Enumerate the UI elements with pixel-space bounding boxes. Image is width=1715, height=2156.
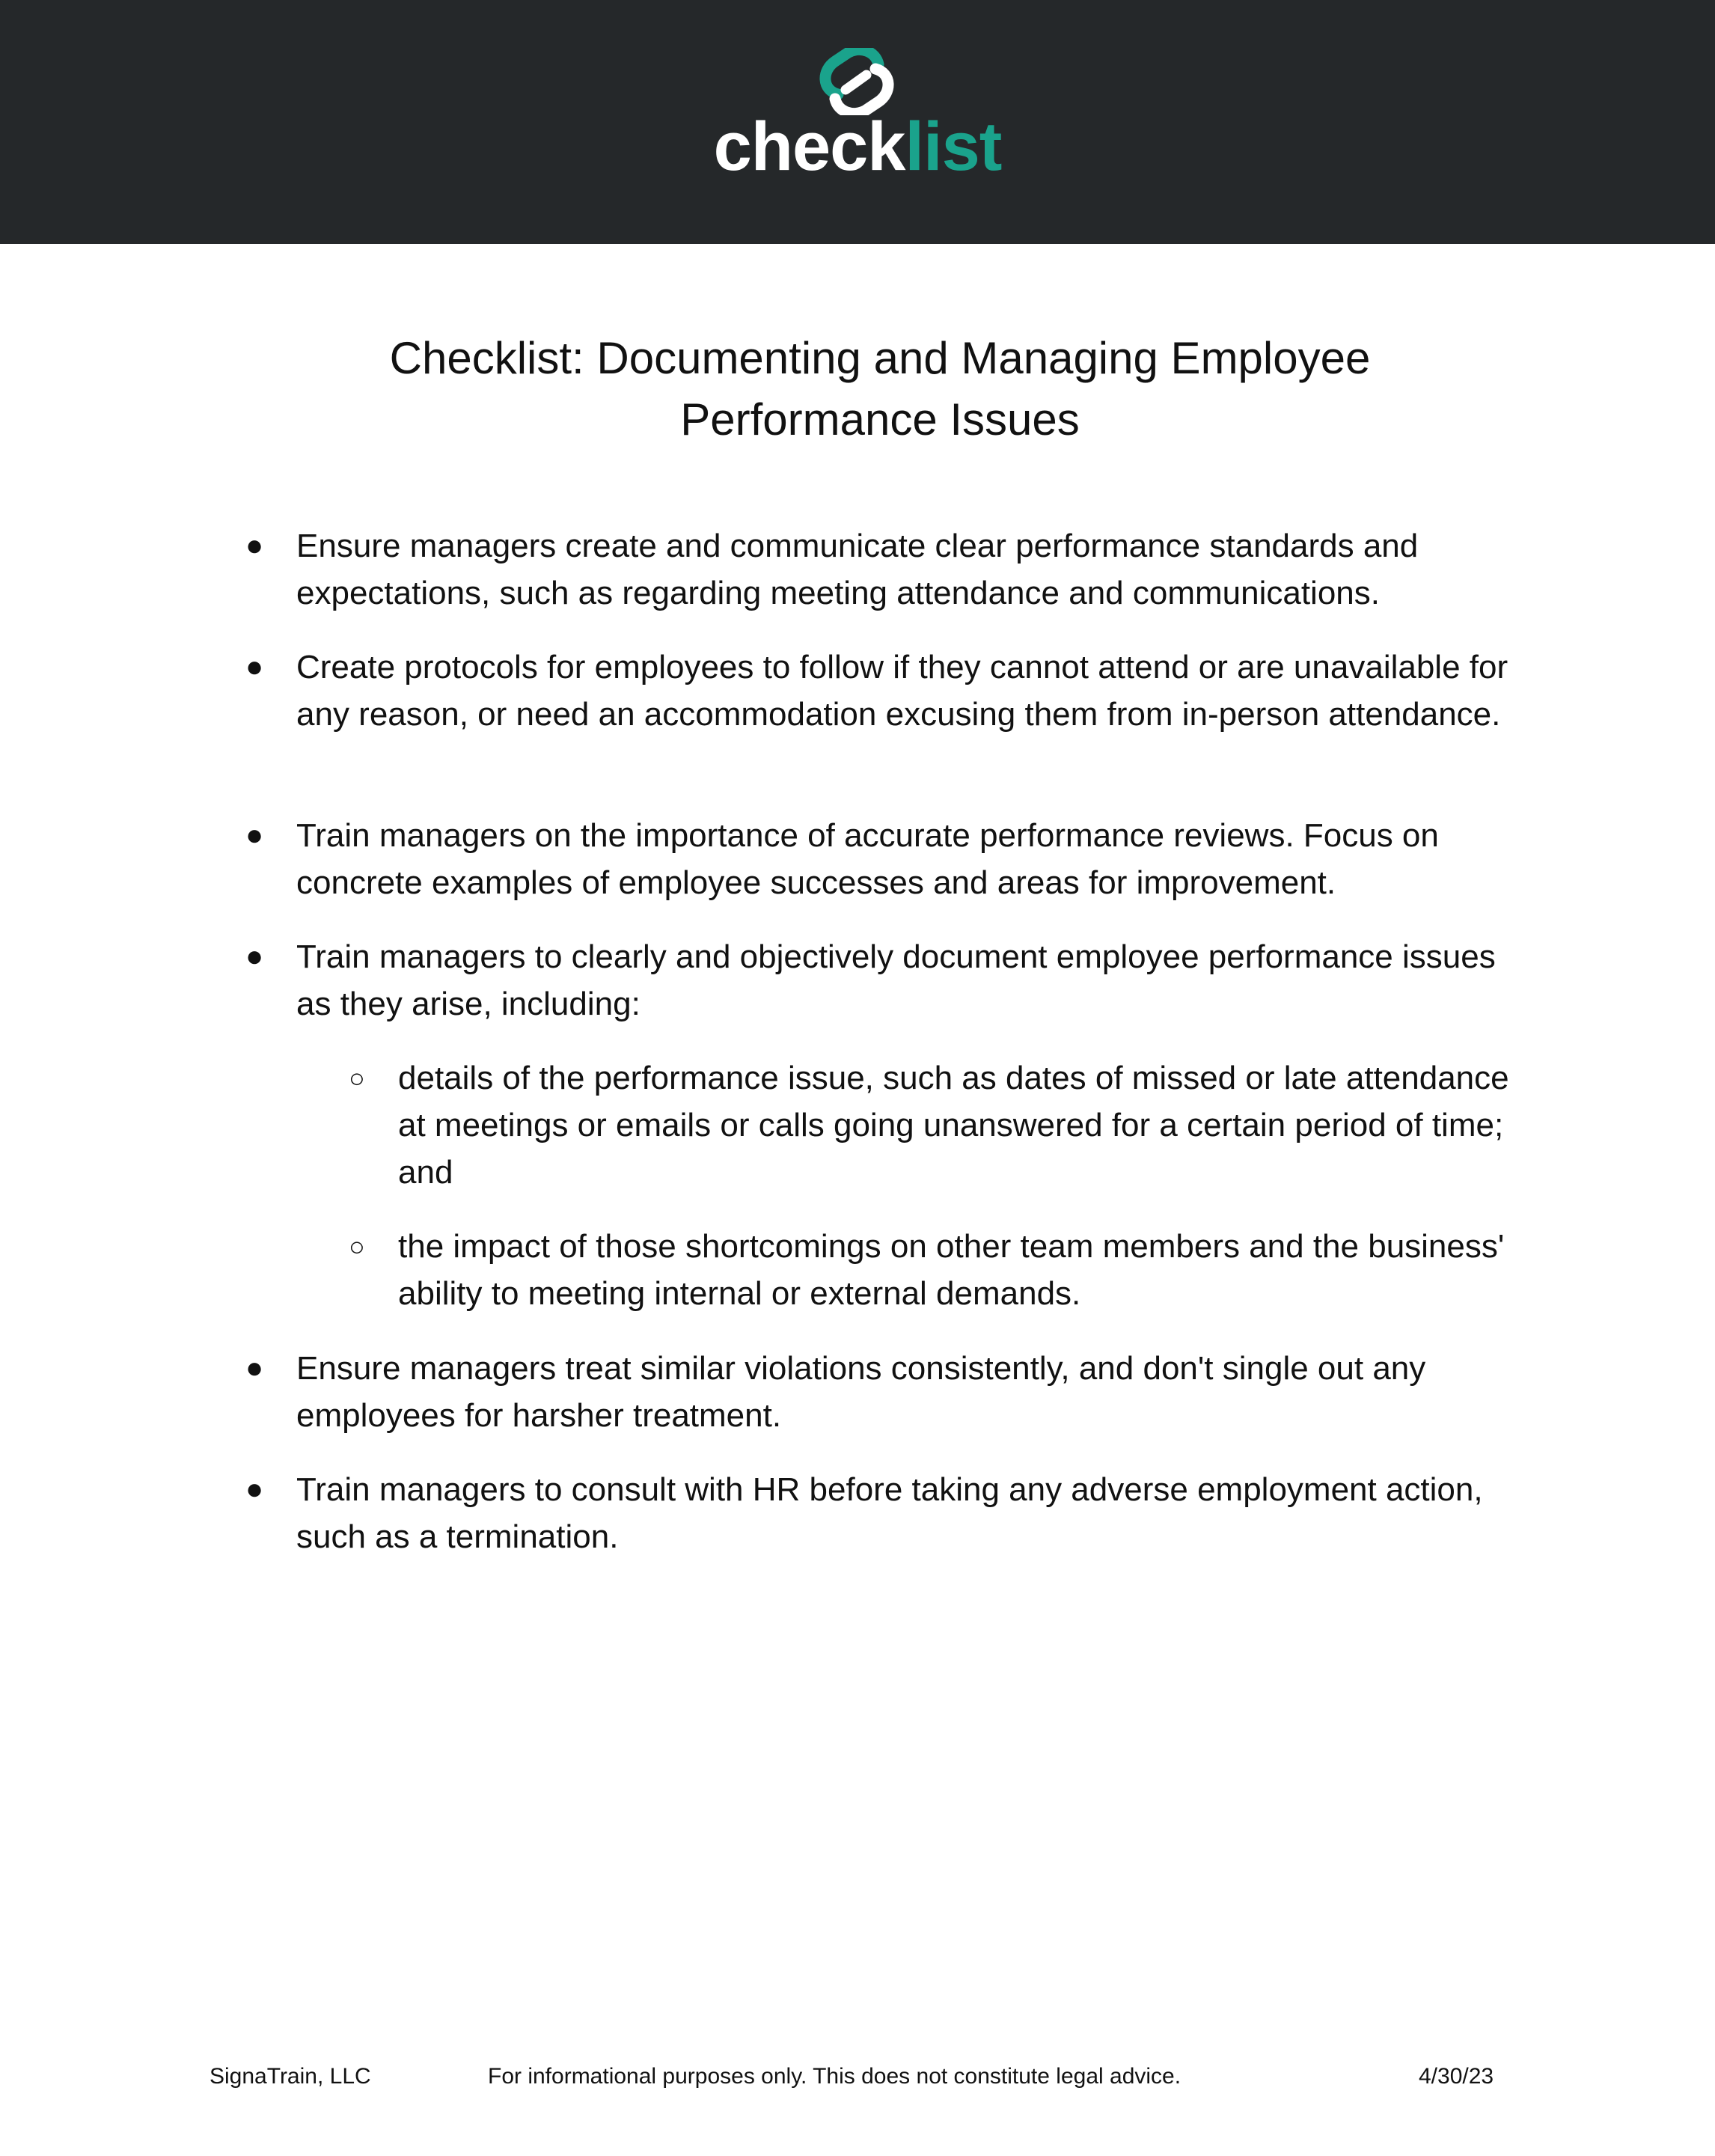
footer-company: SignaTrain, LLC bbox=[210, 2064, 371, 2089]
list-item-text: Ensure managers create and communicate clear performance standards and expectations, such as regarding meeting attendance and communications. bbox=[296, 528, 1419, 611]
list-item-text: details of the performance issue, such as dates of missed or late attendance at meetings or emails or calls going unanswered for a certain period of time; and bbox=[398, 1060, 1509, 1191]
list-item-text: Ensure managers treat similar violations consistently, and don't single out any employees for harsher treatment. bbox=[296, 1350, 1426, 1434]
list-item bbox=[245, 812, 1523, 906]
logo-text-check: check bbox=[713, 109, 905, 185]
footer-disclaimer: For informational purposes only. This does not constitute legal advice. bbox=[488, 2064, 1181, 2089]
list-item-text: the impact of those shortcomings on other team members and the business' ability to meeting internal or external demands. bbox=[398, 1228, 1505, 1312]
bullet-icon: ● bbox=[245, 940, 264, 973]
logo-text-list: list bbox=[905, 109, 1002, 185]
list-item bbox=[245, 1466, 1523, 1560]
footer-date: 4/30/23 bbox=[1419, 2064, 1494, 2089]
page-title-line-2: Performance Issues bbox=[680, 394, 1080, 445]
sub-list-item bbox=[349, 1054, 1520, 1196]
list-item bbox=[245, 1345, 1523, 1439]
circle-bullet-icon: ○ bbox=[349, 1231, 365, 1262]
bullet-icon: ● bbox=[245, 819, 264, 852]
list-item bbox=[245, 933, 1523, 1027]
bullet-icon: ● bbox=[245, 1352, 264, 1384]
bullet-icon: ● bbox=[245, 650, 264, 683]
bullet-icon: ● bbox=[245, 529, 264, 562]
circle-bullet-icon: ○ bbox=[349, 1063, 365, 1093]
list-item bbox=[245, 644, 1523, 738]
list-item bbox=[245, 522, 1523, 617]
bullet-icon: ● bbox=[245, 1473, 264, 1506]
list-item-text: Train managers on the importance of accurate performance reviews. Focus on concrete examples of employee successes and areas for improvement. bbox=[296, 817, 1439, 901]
list-item-text: Create protocols for employees to follow if they cannot attend or are unavailable for any reason, or need an accommodation excusing them from in-person attendance. bbox=[296, 649, 1508, 733]
page-title-line-1: Checklist: Documenting and Managing Employee bbox=[389, 333, 1371, 383]
list-item-text: Train managers to clearly and objectively document employee performance issues as they arise, including: bbox=[296, 938, 1496, 1022]
sub-list-item bbox=[349, 1223, 1520, 1317]
list-item-text: Train managers to consult with HR before taking any adverse employment action, such as a termination. bbox=[296, 1471, 1483, 1555]
